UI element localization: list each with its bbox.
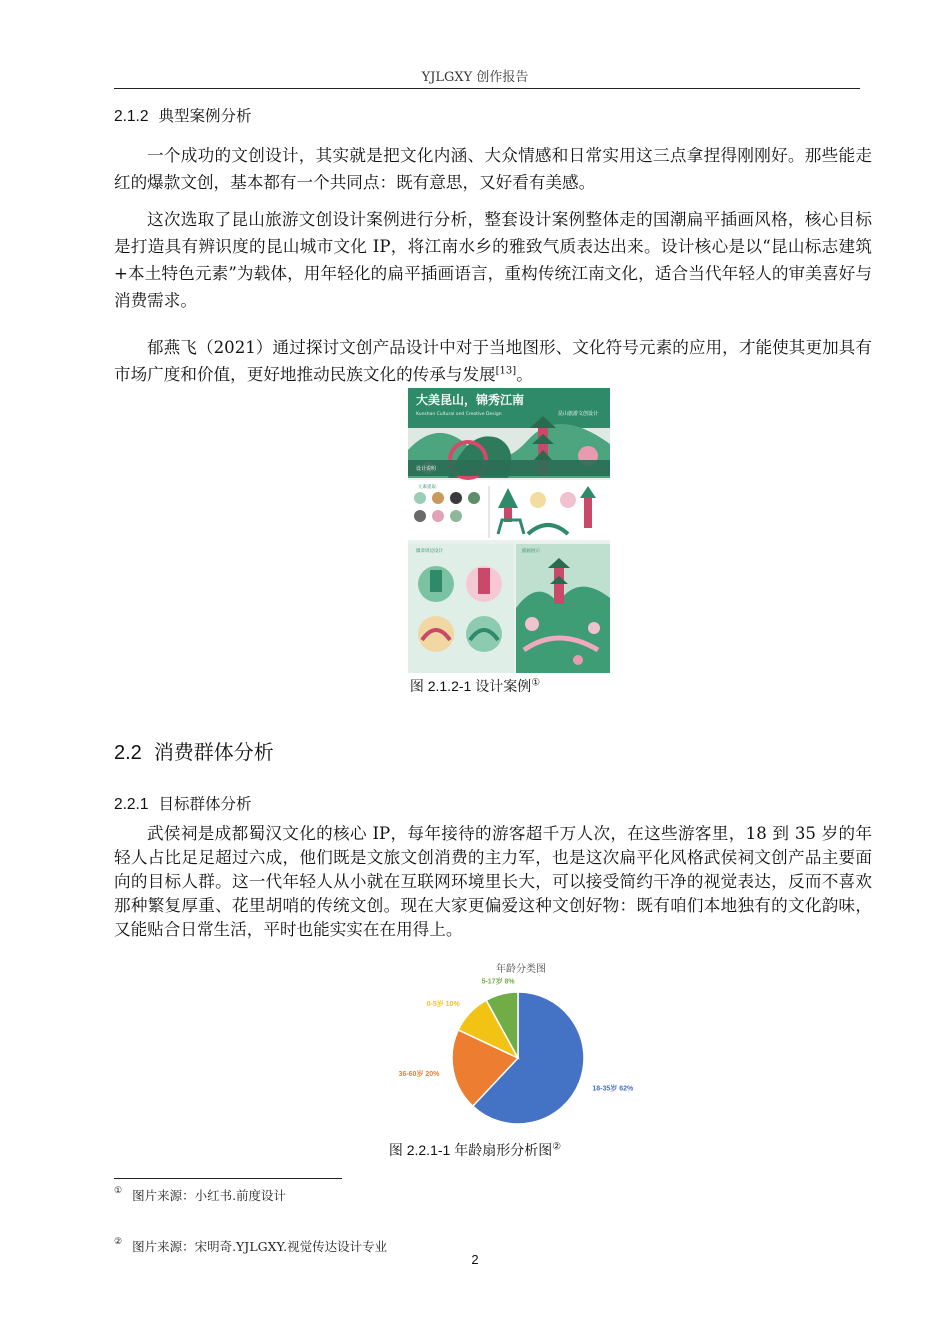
paragraph: 一个成功的文创设计，其实就是把文化内涵、大众情感和日常实用这三点拿捏得刚刚好。那些能走红的爆款文创，基本都有一个共同点：既有意思，又好看有美感。 — [114, 146, 872, 192]
pie-chart-svg — [396, 958, 646, 1136]
poster-section-illustration: 插画展示 — [522, 549, 540, 554]
pie-slice-label: 5-17岁 8% — [481, 978, 515, 986]
poster-section-description: 设计说明 — [416, 466, 437, 472]
chart-title: 年龄分类图 — [496, 964, 546, 975]
page-number: 2 — [471, 1252, 479, 1267]
design-case-image — [408, 388, 610, 673]
poster-subtitle: Kunshan Cultural and Creative Design — [416, 412, 502, 417]
caption-text: 图 2.2.1-1 年龄扇形分析图 — [388, 1142, 553, 1158]
header-divider — [114, 88, 860, 89]
age-pie-chart — [396, 958, 646, 1136]
paragraph-with-citation — [114, 334, 872, 388]
poster-section-badges: 徽章周边设计 — [416, 549, 443, 554]
figure-caption-2 — [0, 1140, 950, 1160]
running-header: YJLGXY 创作报告 — [421, 70, 529, 85]
section-title: 消费群体分析 — [153, 742, 274, 764]
paragraph: 这次选取了昆山旅游文创设计案例进行分析，整套设计案例整体走的国潮扁平插画风格，核心目标是打造具有辨识度的昆山城市文化 IP，将江南水乡的雅致气质表达出来。设计核心是以“昆山标志建筑+本土特色元素”为载体，用年轻化的扁平插画语言，重构传统江南文化，适合当代年轻人的审美喜好与消费需求。 — [114, 210, 872, 310]
footnote-text: 图片来源：小红书.前度设计 — [132, 1188, 287, 1203]
figure-caption-1 — [0, 676, 950, 696]
pie-slice-label: 36-60岁 20% — [398, 1070, 440, 1078]
poster-section-elements: 元素提取 — [418, 485, 436, 490]
section-title: 目标群体分析 — [158, 796, 252, 813]
footnote-marker: ① — [531, 677, 541, 689]
section-heading-2-1-2 — [114, 104, 252, 126]
footnote-mark: ① — [114, 1186, 123, 1196]
poster-tag: 昆山旅游文创设计 — [558, 411, 599, 417]
caption-text: 图 2.1.2-1 设计案例 — [409, 678, 532, 694]
section-number: 2.2 — [114, 742, 142, 764]
poster-title: 大美昆山，锦秀江南 — [416, 393, 525, 407]
paragraph-text: 郁燕飞（2021）通过探讨文创产品设计中对于当地图形、文化符号元素的应用，才能使其更加具有市场广度和价值，更好地推动民族文化的传承与发展 — [114, 338, 872, 384]
footnote-mark: ② — [114, 1237, 123, 1247]
footnote-text: 图片来源：宋明奇.YJLGXY.视觉传达设计专业 — [132, 1239, 388, 1254]
section-number: 2.2.1 — [114, 796, 149, 813]
section-heading-2-2 — [114, 736, 274, 765]
pie-slice-label: 18-35岁 62% — [592, 1085, 634, 1093]
section-title: 典型案例分析 — [158, 108, 252, 125]
citation-ref: [13] — [495, 365, 517, 377]
section-heading-2-2-1 — [114, 792, 252, 814]
footnote-divider — [114, 1178, 342, 1179]
section-number: 2.1.2 — [114, 108, 149, 125]
paragraph: 武侯祠是成都蜀汉文化的核心 IP，每年接待的游客超千万人次，在这些游客里，18 到 35 岁的年轻人占比足足超过六成，他们既是文旅文创消费的主力军，也是这次扁平化风格武侯祠文创产品主要面向的目标人群。这一代年轻人从小就在互联网环境里长大，可以接受简约干净的视觉表达，反而不喜欢那种繁复厚重、花里胡哨的传统文创。现在大家更偏爱这种文创好物：既有咱们本地独有的文化韵味，又能贴合日常生活，平时也能实实在在用得上。 — [114, 824, 872, 939]
paragraph-end: 。 — [516, 365, 533, 384]
footnote-1 — [114, 1186, 286, 1204]
design-case-illustration — [408, 388, 610, 673]
footnote-marker: ② — [552, 1141, 562, 1153]
pie-slice-label: 0-5岁 10% — [426, 1001, 460, 1009]
